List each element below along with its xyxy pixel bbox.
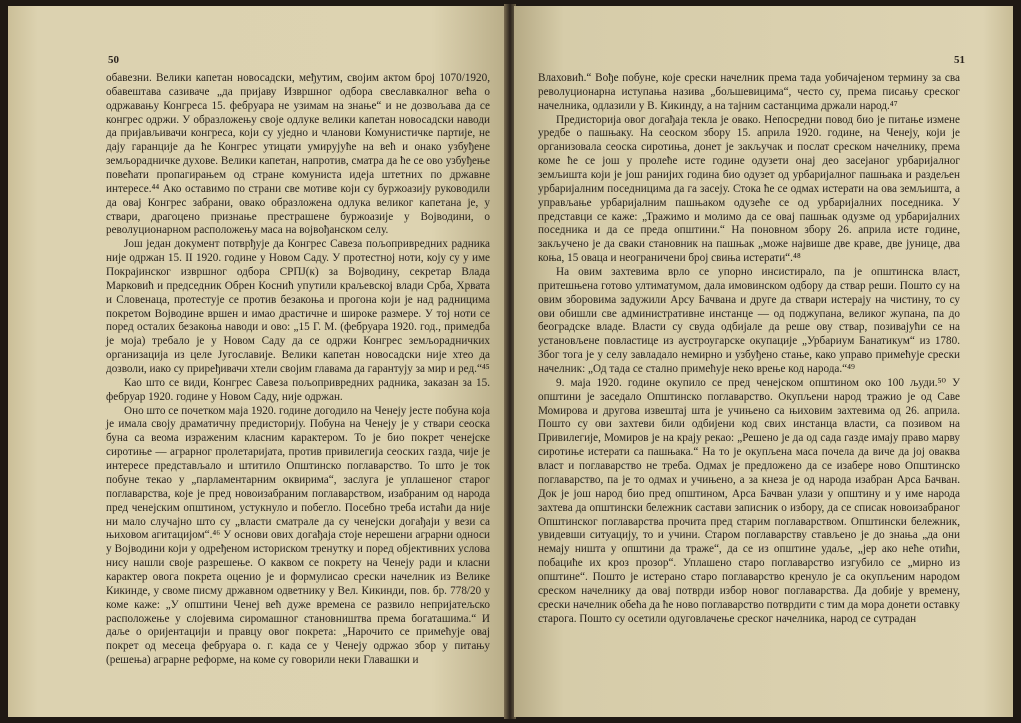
- paragraph: Као што се види, Конгрес Савеза пољопривредних радника, заказан за 15. фебруар 1920. године у Новом Саду, није одржан.: [106, 376, 490, 403]
- right-page: [514, 6, 1013, 717]
- paragraph: обавезни. Велики капетан новосадски, међутим, својим актом број 1070/1920, обавештава сазиваче „да пријаву Извршног одбора свеславкалног већа о одржавању Конгреса 15. фебруара не узимам на знање“ и не дозвољава да се конгрес одржи. У образложењу своје одлуке велики капетан новосадски наводи да пријављивачи конгреса, који су уједно и чланови Комунистичке партије, не дају гаранције да ће Конгрес утицати умирујуће на већ и онако узбуђене земљорадничке духове. Велики капетан, напротив, сматра да ће се ово узбуђење повећати пропагирањем од стране комуниста идеја штетних по државне интересе.⁴⁴ Ако оставимо по страни све мотиве који су буржоазију руководили да овај Конгрес забрани, овако образложена одлука великог капетана је, у ствари, драгоцено признање престрашене буржоазије у Војводини, о револуционарном расположењу маса на војвођанском селу.: [106, 72, 490, 237]
- paragraph: Предисторија овог догађаја текла је овако. Непосредни повод био је питање измене уредбе о пашњаку. На сеоском збору 15. априла 1920. године, на Ченеју, који је организовала сеоска сиротиња, донет је закључак и послат среском начелнику, према коме ће се још у пролеће исте године одузети онај део засејаног урбаријалног земљишта који је још ранијих година био одузет од урбаријалног пашњака и раздељен урбаријалним поседницима да га засеју. Стока ће се одмах истерати на ова земљишта, а управљање урбаријалним пашњаком одузеће се од урбаријалних поседника. У представци се каже: „Тражимо и молимо да се овај пашњак одузме од урбаријалних поседника и да се преда општини.“ На поновном збору 26. априла исте године, закључено је да сваки становник на пашњак „може највише две краве, две јунице, два коња, 15 оваца и неограничени број свиња истерати“.⁴⁸: [538, 113, 960, 265]
- paragraph: На овим захтевима врло се упорно инсистирало, па је општинска власт, притешњена готово ултиматумом, дала имовинском одбору да ствар реши. Пошто су на овим зборовима задужили Арсу Бачвана и друге да ствари истерају на чистину, то су ови обишли све административне инстанце — од поджупана, великог жупана, па до београдске владе. Власти су свуда одбијале да реше ову ствар, позивајући се на установљене повластице из аустроугарске окупације „Урбариум Банатикум“ из 1780. Због тога је у селу завладало немирно и узбуђено стање, како управо примећује срески начелник: „Од тада се стално примећује неко врење код народа.“⁴⁹: [538, 266, 960, 376]
- page-number: 51: [954, 54, 965, 66]
- page-number: 50: [108, 54, 119, 66]
- page-body: [538, 72, 960, 626]
- paragraph: Још један документ потврђује да Конгрес Савеза пољопривредних радника није одржан 15. II 1920. године у Новом Саду. У протестној ноти, коју су у име Покрајинског извршног одбора СРПЈ(к) за Војводину, секретар Влада Марковић и председник Обрен Коснић упутили краљевској влади Срба, Хрвата и Словенаца, протестује се против безакоња и прогона који је над радницима покретом Војводине вршен и имао драстичне и широке размере. У тој ноти се поред осталих безакоња наводи и ово: „15 Г. М. (фебруара 1920. год., примедба је моја) требало је у Новом Саду да се одржи Конгрес земљорадничких организација из целе Југославије. Велики капетан новосадски није хтео да дозволи, иако су приређивачи хтели својим главама да гарантују за мир и ред.“⁴⁵: [106, 238, 490, 376]
- paragraph: 9. маја 1920. године окупило се пред ченејском општином око 100 људи.⁵⁰ У општини је заседало Општинско поглаварство. Окупљени народ тражио је од Саве Момирова и другова извештај шта је учињено са њиховим захтевима од 26. априла. Пошто су ови захтеви били одбијени код свих инстанца власти, са позивом на Привилегије, Момиров је на крају рекао: „Решено је да од сада газде имају право марву сиротиње истерати са пашњака.“ На то је окупљена маса почела да виче да јој оваква власт и поглаварство не треба. Одмах је предложено да се изабере ново Општинско поглаварство, па је то одмах и учињено, а за кнеза је од народа изабран Арса Бачван. Док је још народ био пред општином, Арса Бачван улази у општину и у име народа захтева да општински бележник састави записник о избору, да се списак новоизабраног Општинског поглаварства прочита пред старим поглаварством. Општински бележник, увидевши ситуацију, то и учини. Старом поглаварству стављено је до знања „да они немају ништа у општини да траже“, да се из општине удаље, „јер ако неће отићи, побациће их кроз прозор“. Уплашено старо поглаварство изгубило се „мирно из општине“. Пошто је истерано старо поглаварство кренуло је са окупљеним народом среском начелнику да овај потврди избор новог поглаварства. Да добије у времену, срески начелник обећа да ће ново поглаварство потврдити с тим да мора донети оставку старога. Пошто су осетили одуговлачење среског начелника, народ се сутрадан: [538, 376, 960, 625]
- page-body: [106, 72, 490, 668]
- left-page: [8, 6, 506, 717]
- paragraph: Влаховић.“ Вође побуне, које срески начелник према тада уобичајеном термину за сва револуционарна иступања назива „бољшевицима“, често су, према писању среског начелника, одлазили у В. Кикинду, а на тајним састанцима држали народ.⁴⁷: [538, 72, 960, 112]
- paragraph: Оно што се почетком маја 1920. године догодило на Ченеју јесте побуна која је имала своју драматичну предисторију. Побуна на Ченеју је у ствари сеоска буна са веома израженим класним карактером. То је био покрет ченејске сиротиње — аграрног пролетаријата, против привилегија сеоских газда, чије је интересе представљало и штитило Општинско поглаварство. То што је ток побуне текао у „парламентарним оквирима“, заслуга је уплашеног старог поглаварства, које је пред новоизабраним поглаварством, изабраним од народа пред ченејским општином, устукнуло и побегло. Посебно треба истаћи да није ни мало случајно што су „власти сматрале да су ченејски догађаји у вези са њиховом агитацијом“.⁴⁶ У основи ових догађаја стоје нерешени аграрни односи у Војводини који у одређеном историском тренутку и поред објективних услова нису нашли своје разрешење. О каквом се покрету на Ченеју ради и класни карактер овога покрета оценио је и формулисао срески начелник из Велике Кикинде, у своме писму државном одветнику у Вел. Кикинди, пов. бр. 778/20 у коме каже: „У општини Ченеј већ дуже времена се развило непријатељско расположење у слојевима сиромашног становништва према богаташима.“ И даље о оријентацији и правцу овог покрета: „Нарочито се примећује овај покрет од месеца фебруара о. г. када се у Ченеју одржао збор у питању (решења) аграрне реформе, на коме су говорили неки Главашки и: [106, 404, 490, 667]
